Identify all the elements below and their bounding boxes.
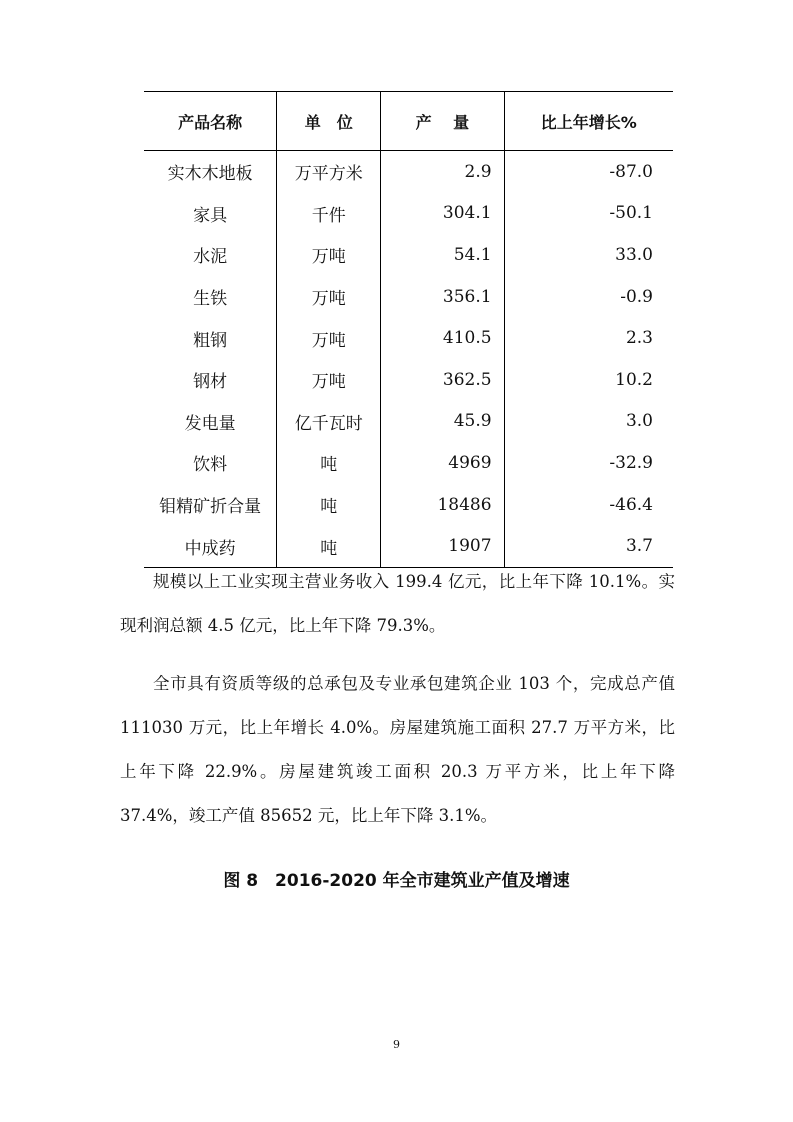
cell-product-name: 中成药 [144, 525, 277, 567]
table-row [144, 151, 673, 193]
paragraph-industrial-revenue: 规模以上工业实现主营业务收入 199.4 亿元，比上年下降 10.1%。实现利润总额 4.5 亿元，比上年下降 79.3%。 [120, 572, 675, 635]
cell-output: 18486 [381, 484, 504, 526]
table-row [144, 193, 673, 235]
cell-growth: 2.3 [625, 328, 653, 349]
table-row [144, 359, 673, 401]
cell-unit: 万吨 [277, 234, 381, 276]
table-row [144, 401, 673, 443]
cell-product-name: 实木木地板 [167, 164, 253, 185]
cell-growth: -32.9 [609, 452, 653, 473]
cell-output: 45.9 [381, 401, 504, 443]
cell-output: 2.9 [381, 151, 504, 193]
cell-unit: 吨 [277, 484, 381, 526]
cell-growth: -50.1 [609, 203, 653, 224]
cell-growth: 10.2 [615, 369, 653, 390]
table-row [144, 234, 673, 276]
page-number: 9 [393, 1038, 400, 1051]
table-header-row [144, 92, 673, 151]
cell-output: 362.5 [381, 359, 504, 401]
table-row [144, 317, 673, 359]
cell-unit: 万平方米 [277, 151, 381, 193]
cell-unit: 万吨 [277, 359, 381, 401]
cell-output: 356.1 [381, 276, 504, 318]
cell-unit: 万吨 [277, 276, 381, 318]
header-product-name: 产品名称 [144, 92, 277, 151]
cell-product-name: 水泥 [193, 247, 228, 268]
cell-output: 1907 [381, 525, 504, 567]
cell-growth: 33.0 [615, 244, 653, 265]
cell-product-name: 饮料 [193, 455, 228, 476]
cell-unit: 吨 [277, 442, 381, 484]
cell-unit: 吨 [277, 525, 381, 567]
cell-output: 54.1 [381, 234, 504, 276]
industrial-products-table [144, 91, 673, 568]
cell-growth: 3.7 [504, 525, 673, 567]
table-row [144, 442, 673, 484]
table-row [144, 484, 673, 526]
cell-growth: -87.0 [609, 161, 653, 182]
paragraph-construction: 全市具有资质等级的总承包及专业承包建筑企业 103 个，完成总产值 111030 万元，比上年增长 4.0%。房屋建筑施工面积 27.7 万平方米，比上年下降 22.9%。房屋建筑竣工面积 20.3 万平方米，比上年下降 37.4%，竣工产值 85652 元，比上年下降 3.1%。 [120, 674, 675, 825]
cell-product-name: 家具 [193, 205, 228, 226]
cell-output: 410.5 [381, 317, 504, 359]
cell-unit: 千件 [277, 193, 381, 235]
cell-growth: -46.4 [609, 494, 653, 515]
figure-caption: 图 8 2016-2020 年全市建筑业产值及增速 [223, 871, 570, 891]
table-row [144, 276, 673, 318]
cell-product-name: 粗钢 [193, 330, 228, 351]
cell-product-name: 钢材 [193, 372, 228, 393]
cell-output: 304.1 [381, 193, 504, 235]
cell-growth: 3.0 [625, 411, 653, 432]
header-unit: 单 位 [277, 92, 381, 151]
cell-unit: 万吨 [277, 317, 381, 359]
cell-product-name: 生铁 [193, 289, 228, 310]
cell-output: 4969 [381, 442, 504, 484]
cell-product-name: 发电量 [184, 413, 236, 434]
cell-growth: -0.9 [620, 286, 653, 307]
cell-product-name: 钼精矿折合量 [159, 497, 262, 518]
header-output: 产 量 [381, 92, 504, 151]
header-growth: 比上年增长% [504, 92, 673, 151]
cell-unit: 亿千瓦时 [277, 401, 381, 443]
